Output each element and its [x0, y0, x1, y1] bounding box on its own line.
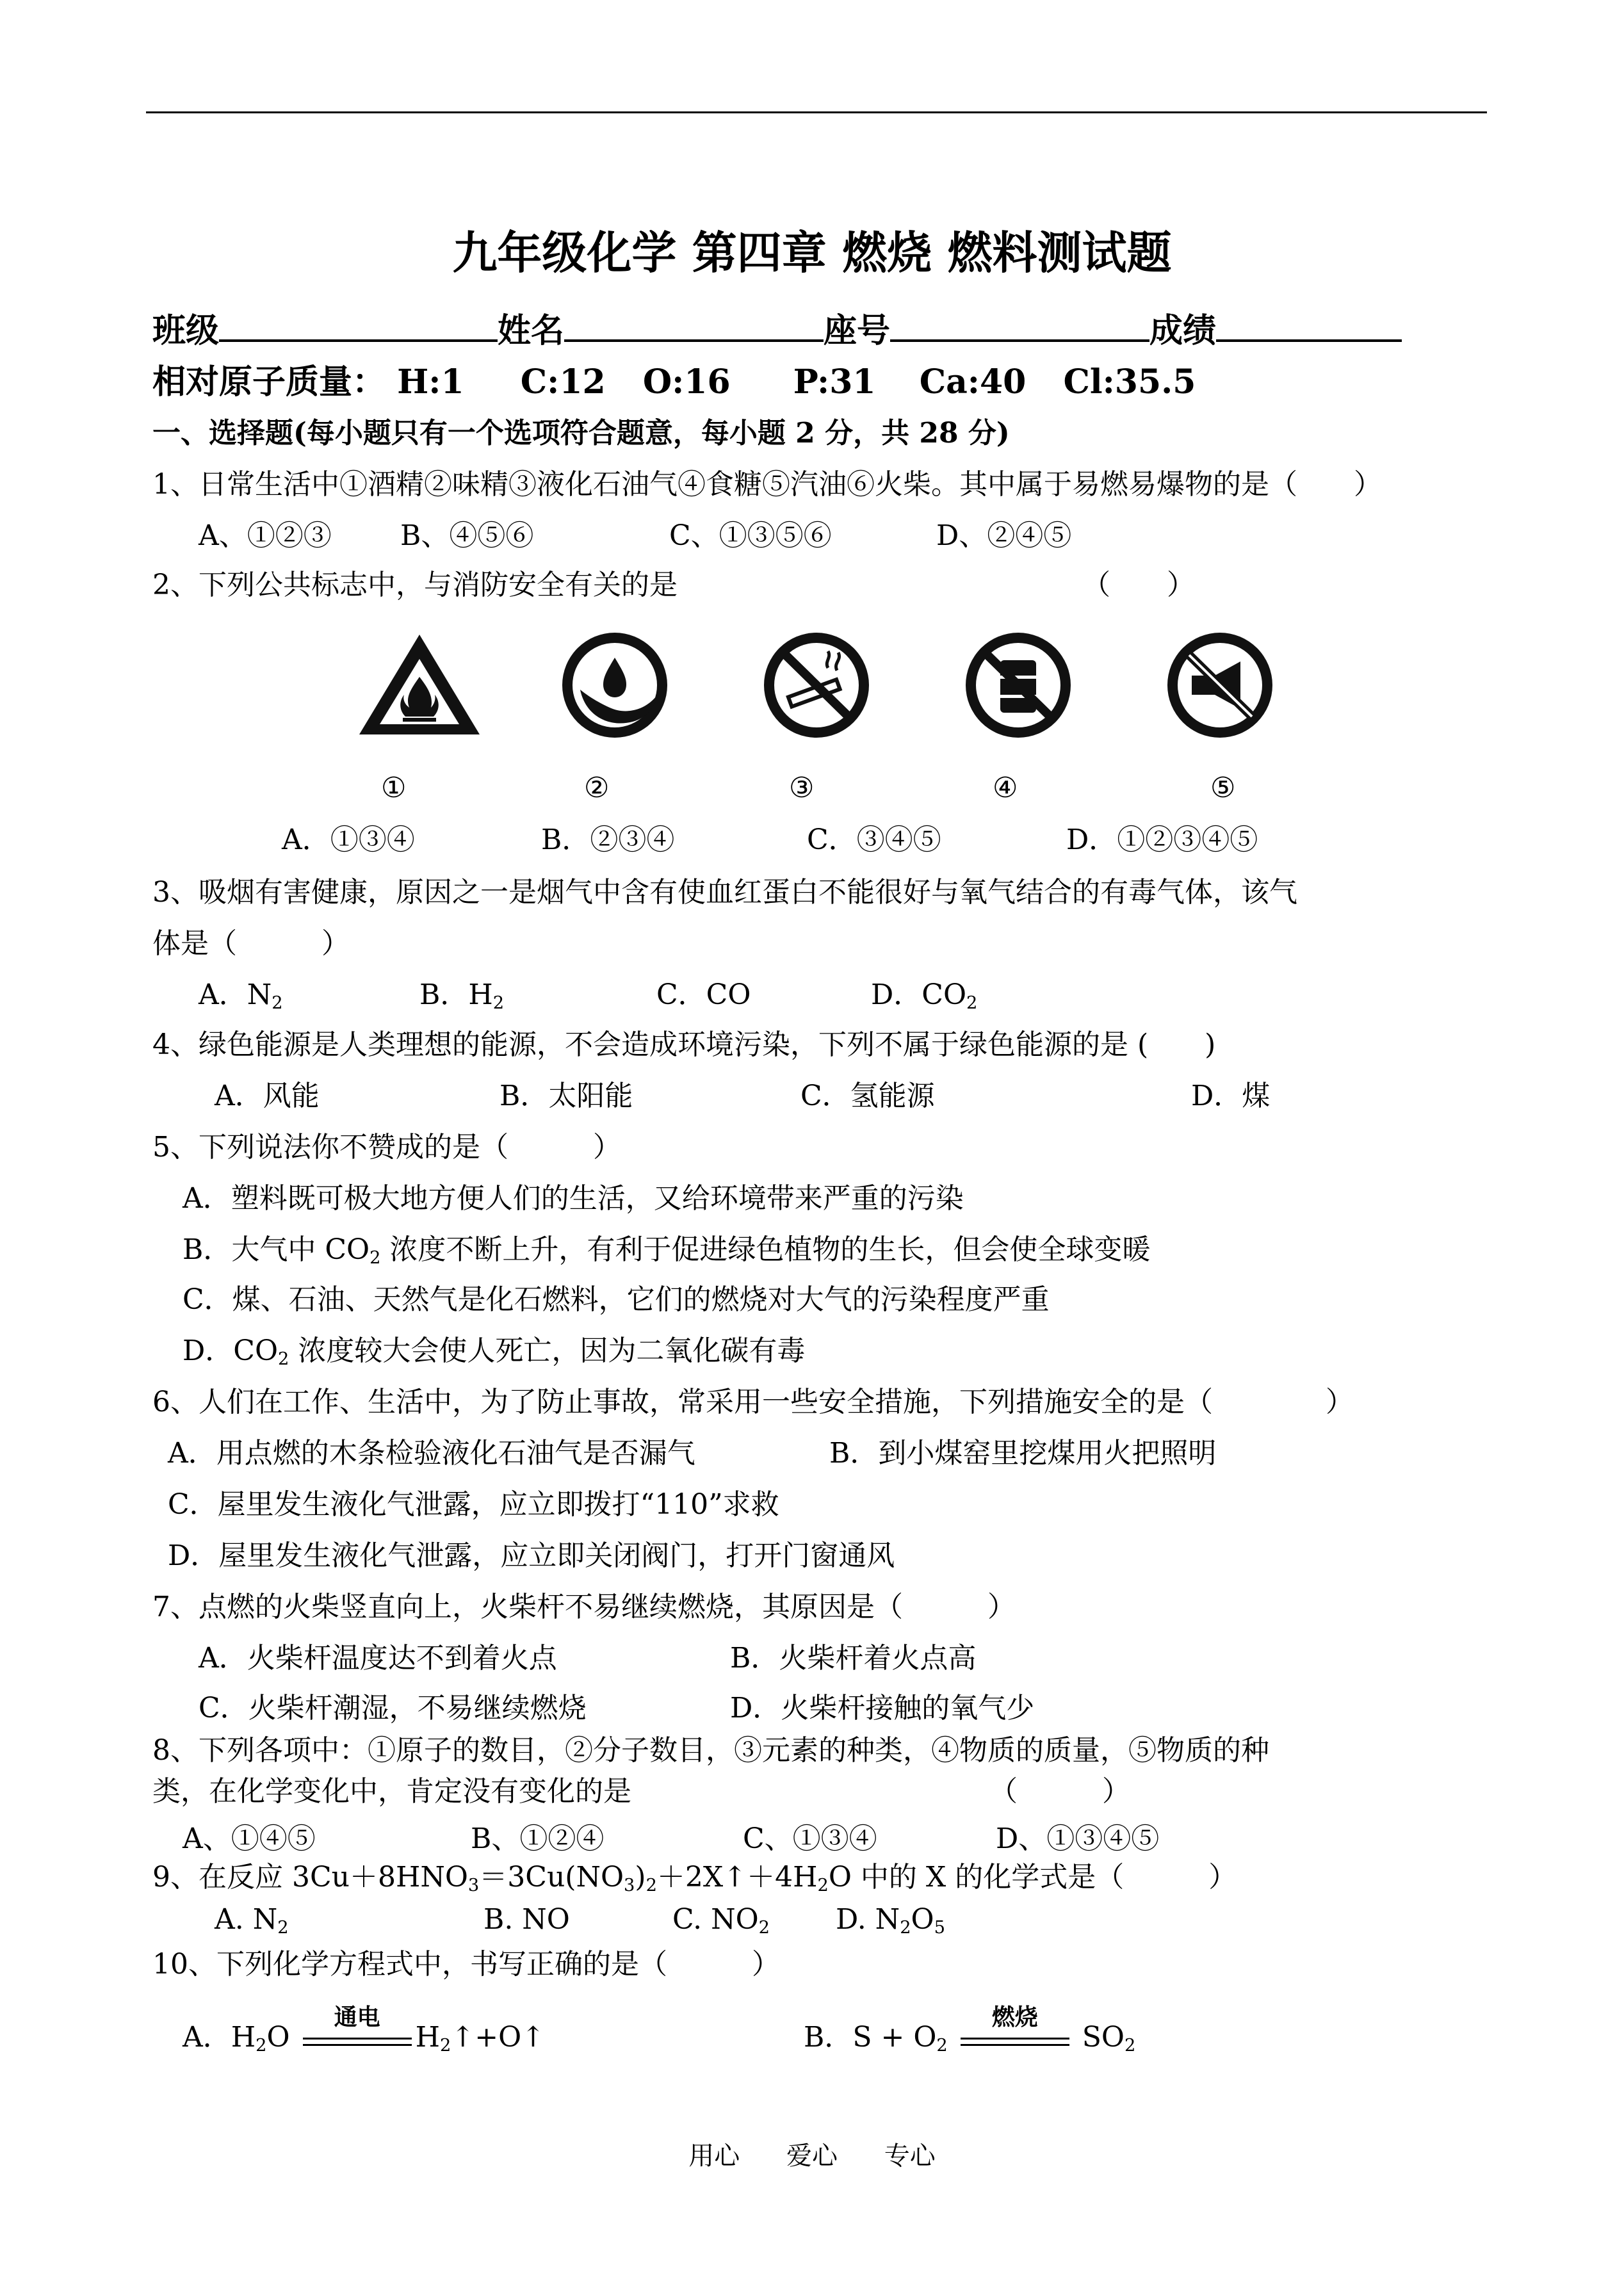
q2-option-c[interactable]: C．③④⑤	[807, 823, 941, 856]
q2-option-a[interactable]: A．①③④	[282, 823, 415, 856]
atomic-mass-cl: Cl:35.5	[1063, 362, 1196, 401]
question-7-stem: 7、点燃的火柴竖直向上，火柴杆不易继续燃烧，其原因是（ ）	[152, 1591, 1016, 1623]
q4-option-b[interactable]: B．太阳能	[499, 1080, 633, 1112]
q7-option-a[interactable]: A．火柴杆温度达不到着火点	[199, 1642, 557, 1675]
q9-option-d[interactable]: D. $N_2O_5$	[836, 1903, 945, 1938]
question-8-stem-1: 8、下列各项中：①原子的数目，②分子数目，③元素的种类，④物质的质量，⑤物质的种	[152, 1734, 1269, 1767]
q6-option-b[interactable]: B．到小煤窑里挖煤用火把照明	[829, 1437, 1217, 1470]
class-label: 班级	[152, 311, 220, 350]
question-1-stem: 1、日常生活中①酒精②味精③液化石油气④食糖⑤汽油⑥火柴。其中属于易燃易爆物的是（ ）	[152, 468, 1382, 501]
q7-option-d[interactable]: D．火柴杆接触的氧气少	[730, 1692, 1035, 1724]
q10-option-a[interactable]: A．$H_2O$ 通电 $H_2↑+O↑$	[183, 2003, 546, 2056]
q9-option-a[interactable]: A. $N_2$	[215, 1903, 289, 1938]
atomic-mass-p: P:31	[793, 362, 876, 401]
question-6-stem: 6、人们在工作、生活中，为了防止事故，常采用一些安全措施，下列措施安全的是（ ）	[152, 1386, 1354, 1418]
no-oil-drum-icon	[954, 631, 1082, 740]
name-label: 姓名	[498, 311, 565, 350]
q1-option-d[interactable]: D、②④⑤	[936, 519, 1072, 552]
name-blank[interactable]	[564, 307, 824, 342]
q8-paren: （ ）	[989, 1775, 1130, 1808]
seat-label: 座号	[824, 311, 891, 350]
sign-label-1: ①	[381, 772, 407, 804]
question-5-stem: 5、下列说法你不赞成的是（ ）	[152, 1131, 621, 1164]
q8-option-a[interactable]: A、①④⑤	[183, 1822, 316, 1855]
water-drop-icon	[551, 631, 679, 740]
q8-option-d[interactable]: D、①③④⑤	[996, 1822, 1160, 1855]
q2-paren: （ ）	[1082, 569, 1195, 601]
sign-label-4: ④	[993, 772, 1018, 804]
question-2-stem: 2、下列公共标志中，与消防安全有关的是	[152, 569, 678, 601]
question-3-stem-2: 体是（ ）	[152, 927, 350, 960]
sign-label-5: ⑤	[1210, 772, 1236, 804]
q2-option-b[interactable]: B．②③④	[541, 823, 675, 856]
atomic-mass-ca: Ca:40	[919, 362, 1027, 401]
question-3-stem-1: 3、吸烟有害健康，原因之一是烟气中含有使血红蛋白不能很好与氧气结合的有毒气体，该气	[152, 876, 1297, 909]
q1-option-c[interactable]: C、①③⑤⑥	[669, 519, 832, 552]
no-smoking-icon	[752, 631, 881, 740]
q4-option-a[interactable]: A．风能	[215, 1080, 320, 1112]
question-9-stem: 9、在反应 $3Cu+8HNO_3=3Cu(NO_3)_2+2X↑+4H_2O$ 中的 X 的化学式是（ ）	[152, 1861, 1237, 1895]
q6-option-d[interactable]: D．屋里发生液化气泄露，应立即关闭阀门，打开门窗通风	[168, 1539, 895, 1572]
page-title: 九年级化学 第四章 燃烧 燃料测试题	[452, 226, 1172, 279]
page-footer: 用心 爱心 专心	[688, 2141, 936, 2171]
q3-option-d[interactable]: D．$CO_2$	[871, 978, 978, 1013]
section-heading: 一、选择题(每小题只有一个选项符合题意，每小题 2 分，共 28 分)	[152, 417, 1010, 450]
q9-option-b[interactable]: B. NO	[483, 1903, 570, 1936]
q8-option-c[interactable]: C、①③④	[743, 1822, 877, 1855]
q6-option-c[interactable]: C．屋里发生液化气泄露，应立即拨打“110”求救	[168, 1488, 779, 1521]
question-8-stem-2: 类，在化学变化中，肯定没有变化的是	[152, 1775, 631, 1808]
sign-label-2: ②	[584, 772, 610, 804]
question-10-stem: 10、下列化学方程式中，书写正确的是（ ）	[152, 1948, 780, 1981]
q4-option-d[interactable]: D．煤	[1191, 1080, 1271, 1112]
flammable-warning-icon	[355, 631, 483, 740]
q9-option-c[interactable]: C. $NO_2$	[672, 1903, 770, 1938]
header-rule	[146, 111, 1487, 113]
atomic-mass-c: C:12	[520, 362, 606, 401]
atomic-mass-label: 相对原子质量：	[152, 362, 386, 401]
score-label: 成绩	[1149, 311, 1217, 350]
q5-option-c[interactable]: C．煤、石油、天然气是化石燃料，它们的燃烧对大气的污染程度严重	[183, 1283, 1050, 1316]
atomic-mass-line	[152, 362, 1196, 403]
q3-option-b[interactable]: B．$H_2$	[419, 978, 505, 1013]
q5-option-a[interactable]: A．塑料既可极大地方便人们的生活，又给环境带来严重的污染	[183, 1182, 964, 1215]
q8-option-b[interactable]: B、①②④	[471, 1822, 605, 1855]
q5-option-d[interactable]: D．$CO_2$ 浓度较大会使人死亡，因为二氧化碳有毒	[183, 1334, 806, 1369]
sign-label-3: ③	[789, 772, 815, 804]
q4-option-c[interactable]: C．氢能源	[800, 1080, 935, 1112]
student-info-line	[152, 307, 1402, 352]
score-blank[interactable]	[1216, 307, 1402, 342]
q10-option-b[interactable]: B．$S + O_2$ 燃烧 $SO_2$	[804, 2003, 1136, 2056]
no-horn-icon	[1156, 631, 1284, 740]
q1-option-b[interactable]: B、④⑤⑥	[400, 519, 534, 552]
q3-option-c[interactable]: C．CO	[656, 978, 751, 1011]
q7-option-b[interactable]: B．火柴杆着火点高	[730, 1642, 977, 1675]
q10-a-condition-arrow: 通电	[303, 2025, 412, 2054]
q6-option-a[interactable]: A．用点燃的木条检验液化石油气是否漏气	[168, 1437, 695, 1470]
q2-option-d[interactable]: D．①②③④⑤	[1066, 823, 1258, 856]
q10-b-condition-arrow: 燃烧	[961, 2025, 1069, 2054]
q3-option-a[interactable]: A．$N_2$	[199, 978, 283, 1013]
class-blank[interactable]	[219, 307, 498, 342]
atomic-mass-o: O:16	[642, 362, 731, 401]
q1-option-a[interactable]: A、①②③	[199, 519, 332, 552]
atomic-mass-h: H:1	[397, 362, 464, 401]
question-4-stem: 4、绿色能源是人类理想的能源，不会造成环境污染，下列不属于绿色能源的是 ( )	[152, 1028, 1216, 1061]
seat-blank[interactable]	[890, 307, 1149, 342]
q5-option-b[interactable]: B．大气中 $CO_2$ 浓度不断上升，有利于促进绿色植物的生长，但会使全球变暖	[183, 1233, 1151, 1268]
q7-option-c[interactable]: C．火柴杆潮湿，不易继续燃烧	[199, 1692, 587, 1724]
